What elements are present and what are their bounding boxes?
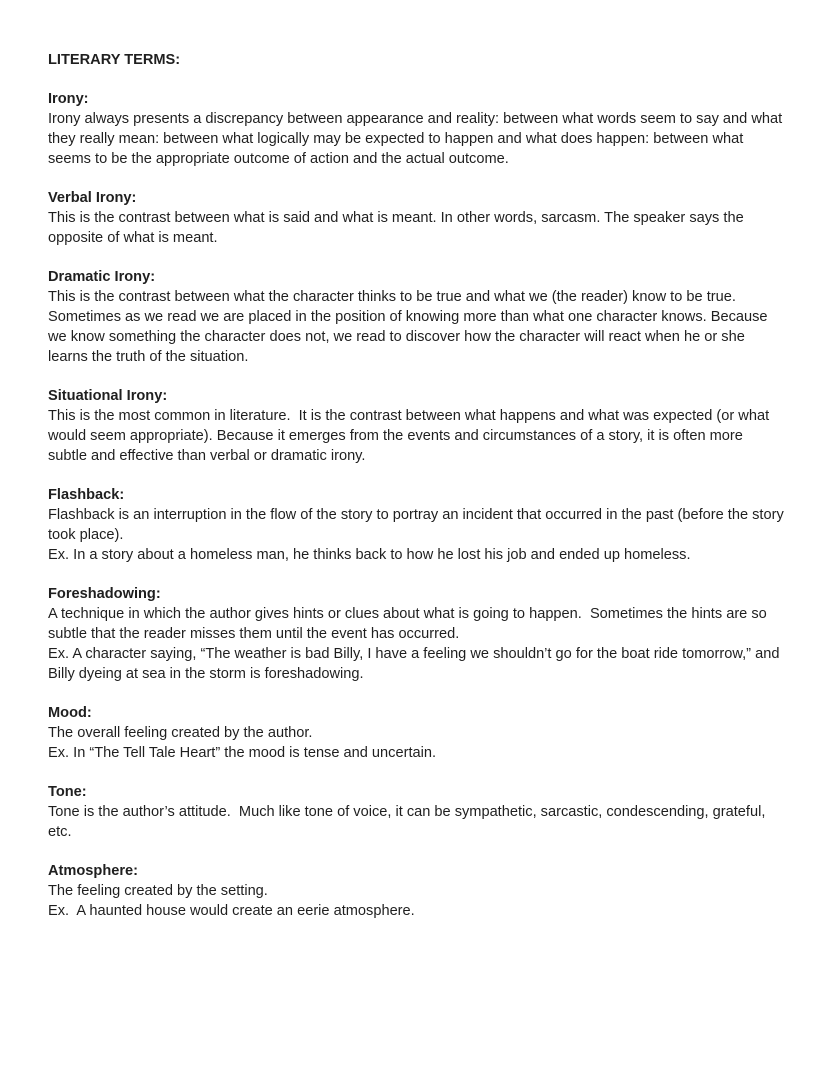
term-definition-atmosphere: The feeling created by the setting. <box>48 883 268 899</box>
section-tone <box>48 782 784 842</box>
term-heading-tone: Tone: <box>48 784 87 800</box>
term-heading-atmosphere: Atmosphere: <box>48 863 139 879</box>
term-definition-flashback: Flashback is an interruption in the flow of the story to portray an incident that occurred in the past (before the story took place). <box>48 507 788 543</box>
term-heading-verbal-irony: Verbal Irony: <box>48 190 137 206</box>
section-flashback <box>48 485 788 565</box>
term-heading-situational-irony: Situational Irony: <box>48 388 168 404</box>
term-example-foreshadowing: Ex. A character saying, “The weather is bad Billy, I have a feeling we shouldn’t go for the boat ride tomorrow,” and Billy dyeing at sea in the storm is foreshadowing. <box>48 646 784 682</box>
term-definition-verbal-irony: This is the contrast between what is said and what is meant. In other words, sarcasm. The speaker says the opposite of what is meant. <box>48 210 748 246</box>
term-definition-foreshadowing: A technique in which the author gives hints or clues about what is going to happen. Sometimes the hints are so subtle that the reader misses them until the event has occurred. <box>48 606 771 642</box>
section-situational-irony <box>48 386 784 466</box>
section-dramatic-irony <box>48 267 784 367</box>
section-irony <box>48 89 787 169</box>
term-definition-tone: Tone is the author’s attitude. Much like tone of voice, it can be sympathetic, sarcastic, condescending, grateful, etc. <box>48 804 770 840</box>
term-heading-dramatic-irony: Dramatic Irony: <box>48 269 156 285</box>
term-example-atmosphere: Ex. A haunted house would create an eerie atmosphere. <box>48 903 415 919</box>
section-verbal-irony <box>48 188 784 248</box>
term-definition-situational-irony: This is the most common in literature. It is the contrast between what happens and what was expected (or what would seem appropriate). Because it emerges from the events and circumstances of a story, it is often more subtle and effective than verbal or dramatic irony. <box>48 408 774 464</box>
term-heading-flashback: Flashback: <box>48 487 125 503</box>
term-example-flashback: Ex. In a story about a homeless man, he thinks back to how he lost his job and ended up homeless. <box>48 547 691 563</box>
term-heading-foreshadowing: Foreshadowing: <box>48 586 161 602</box>
term-definition-dramatic-irony: This is the contrast between what the character thinks to be true and what we (the reader) know to be true. Sometimes as we read we are placed in the position of knowing more than what one character knows. Because we know something the character does not, we read to discover how the character will react when he or she learns the truth of the situation. <box>48 289 772 365</box>
term-definition-irony: Irony always presents a discrepancy between appearance and reality: between what words seem to say and what they really mean: between what logically may be expected to happen and what does happen: between what seems to be the appropriate outcome of action and the actual outcome. <box>48 111 787 167</box>
term-heading-mood: Mood: <box>48 705 92 721</box>
document-title: LITERARY TERMS: <box>48 52 181 68</box>
section-atmosphere <box>48 861 784 921</box>
section-mood <box>48 703 784 763</box>
term-heading-irony: Irony: <box>48 91 89 107</box>
section-foreshadowing <box>48 584 784 684</box>
term-definition-mood: The overall feeling created by the author. <box>48 725 313 741</box>
term-example-mood: Ex. In “The Tell Tale Heart” the mood is tense and uncertain. <box>48 745 437 761</box>
